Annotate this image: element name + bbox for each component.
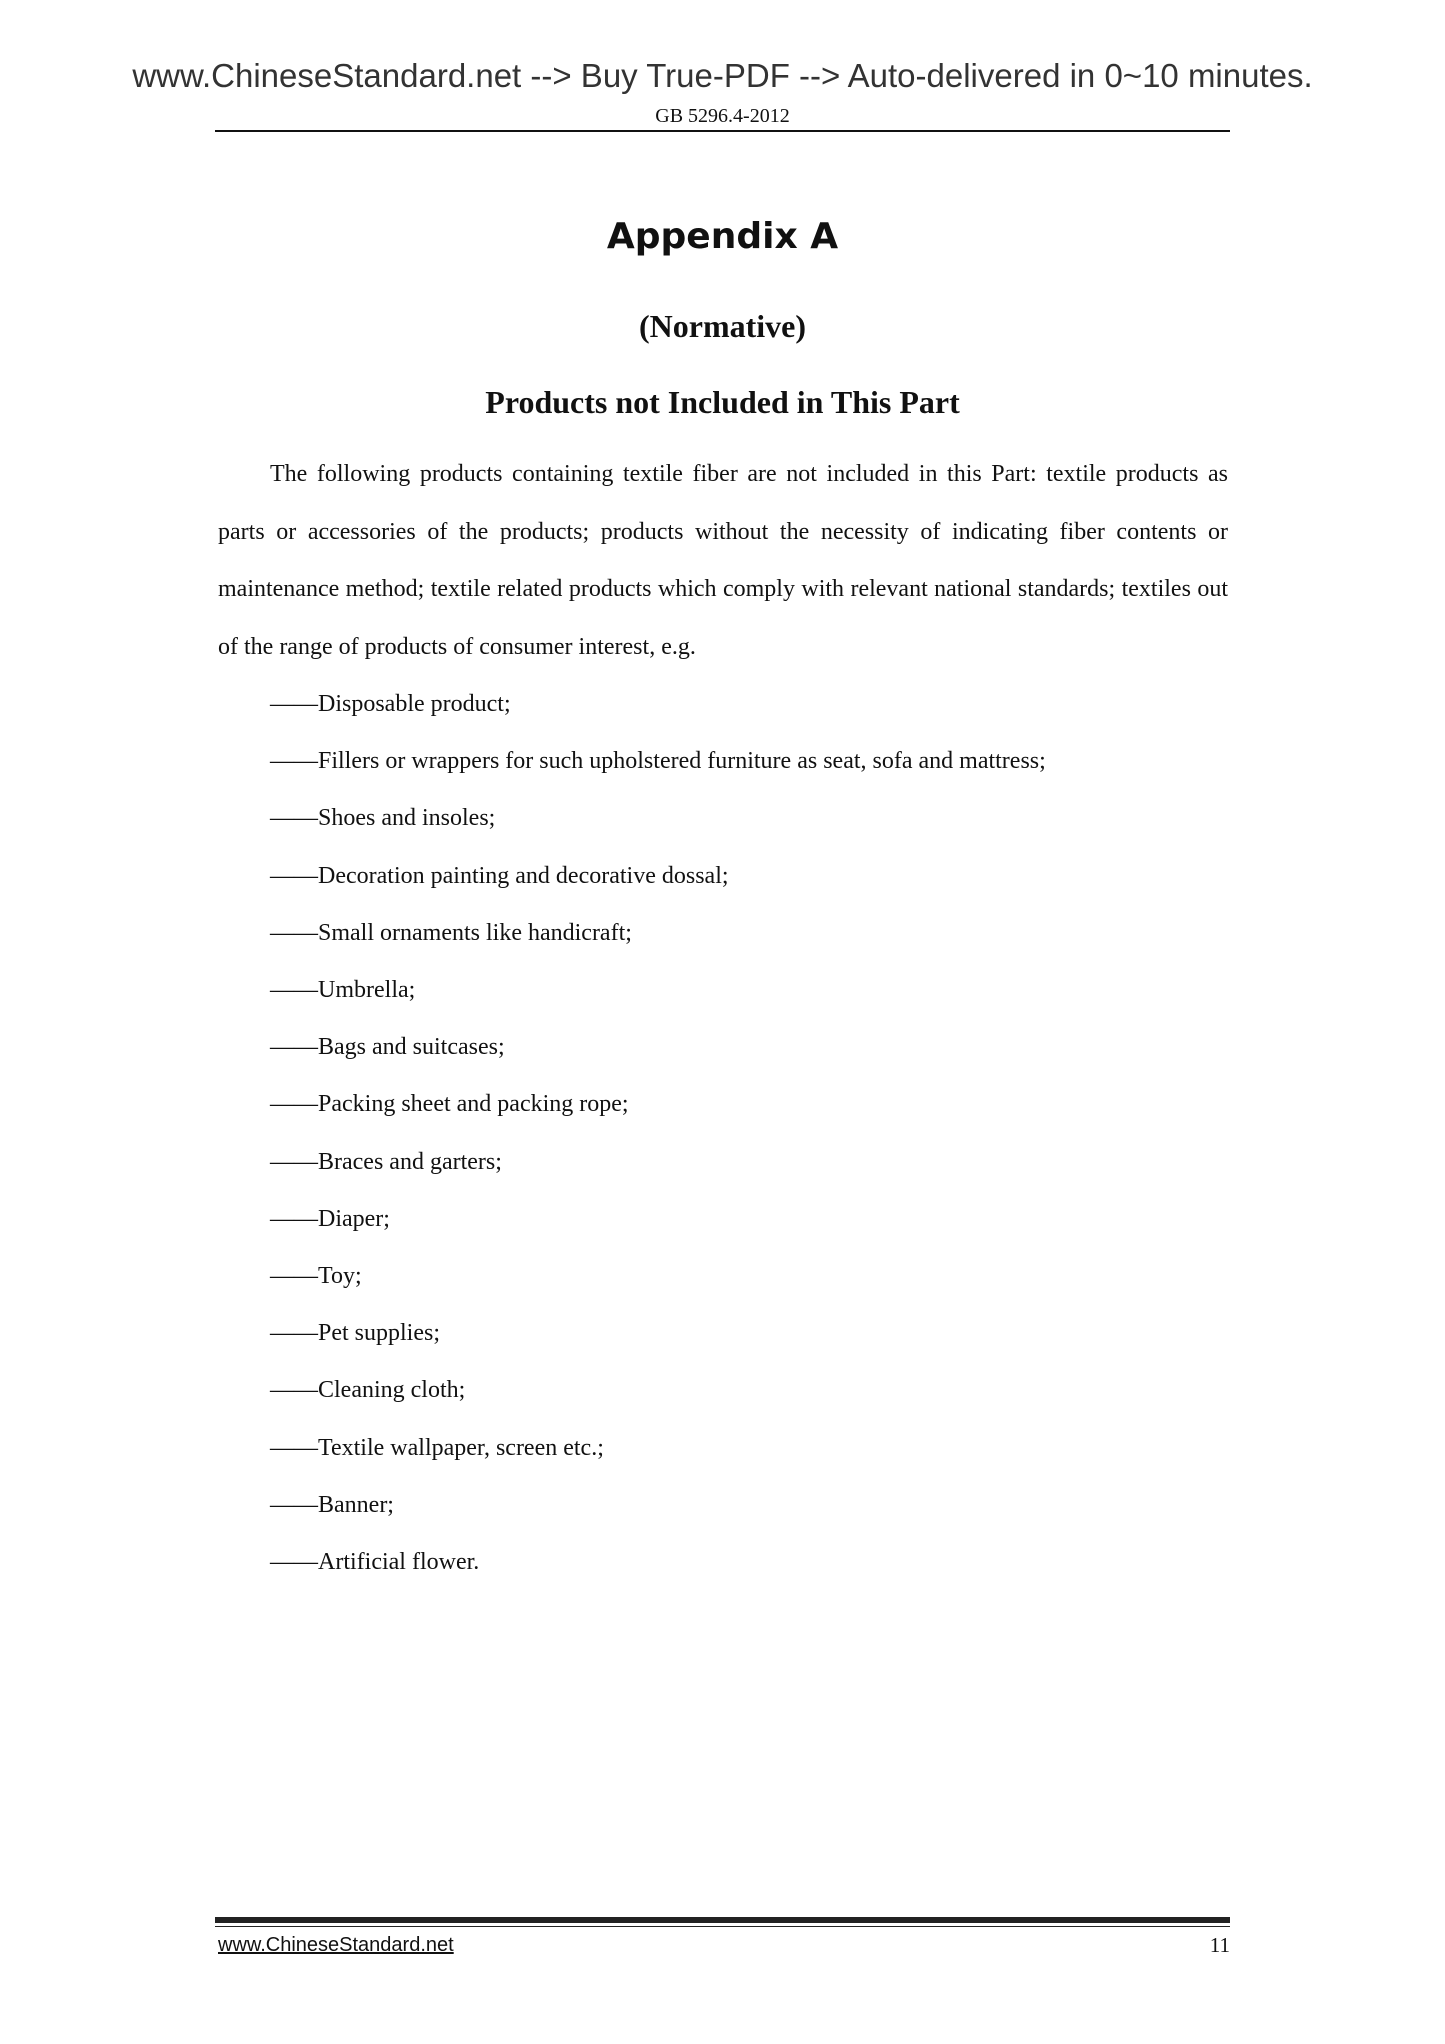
footer-divider-thick (215, 1917, 1230, 1923)
list-item: ——Fillers or wrappers for such upholstered furniture as seat, sofa and mattress; (270, 748, 1046, 775)
list-item: ——Diaper; (270, 1205, 390, 1232)
list-item: ——Disposable product; (270, 691, 511, 717)
list-item: ——Cleaning cloth; (270, 1377, 466, 1404)
list-item: ——Bags and suitcases; (270, 1034, 505, 1061)
normative-label: (Normative) (638, 308, 807, 344)
standard-code: GB 5296.4-2012 (655, 105, 790, 127)
list-item: ——Braces and garters; (270, 1148, 502, 1175)
header-banner: www.ChineseStandard.net --> Buy True-PDF --> Auto-delivered in 0~10 minutes. (132, 57, 1313, 94)
section-title: Products not Included in This Part (485, 384, 960, 420)
page-number: 11 (1209, 1933, 1230, 1957)
list-item: ——Textile wallpaper, screen etc.; (270, 1434, 604, 1461)
intro-paragraph: The following products containing textile fiber are not included in this Part: textile products as parts or accessories of the products; products without the necessity of indicating fiber contents or maintenance method; textile related products which comply with relevant national standards; textiles out of the range of products of consumer interest, e.g. (218, 461, 1228, 660)
header-divider (215, 130, 1230, 132)
footer-website-link[interactable]: www.ChineseStandard.net (218, 1934, 454, 1956)
list-item: ——Small ornaments like handicraft; (270, 919, 632, 946)
footer-divider-thin (215, 1926, 1230, 1927)
list-item: ——Banner; (270, 1491, 394, 1518)
list-item: ——Shoes and insoles; (270, 805, 496, 832)
appendix-title: Appendix A (606, 216, 839, 257)
list-item: ——Toy; (270, 1263, 362, 1290)
excluded-products-list (270, 676, 1046, 1591)
list-item: ——Packing sheet and packing rope; (270, 1091, 629, 1118)
list-item: ——Pet supplies; (270, 1320, 441, 1347)
list-item: ——Umbrella; (270, 977, 416, 1004)
list-item: ——Decoration painting and decorative dossal; (270, 862, 729, 889)
list-item: ——Artificial flower. (270, 1549, 480, 1576)
